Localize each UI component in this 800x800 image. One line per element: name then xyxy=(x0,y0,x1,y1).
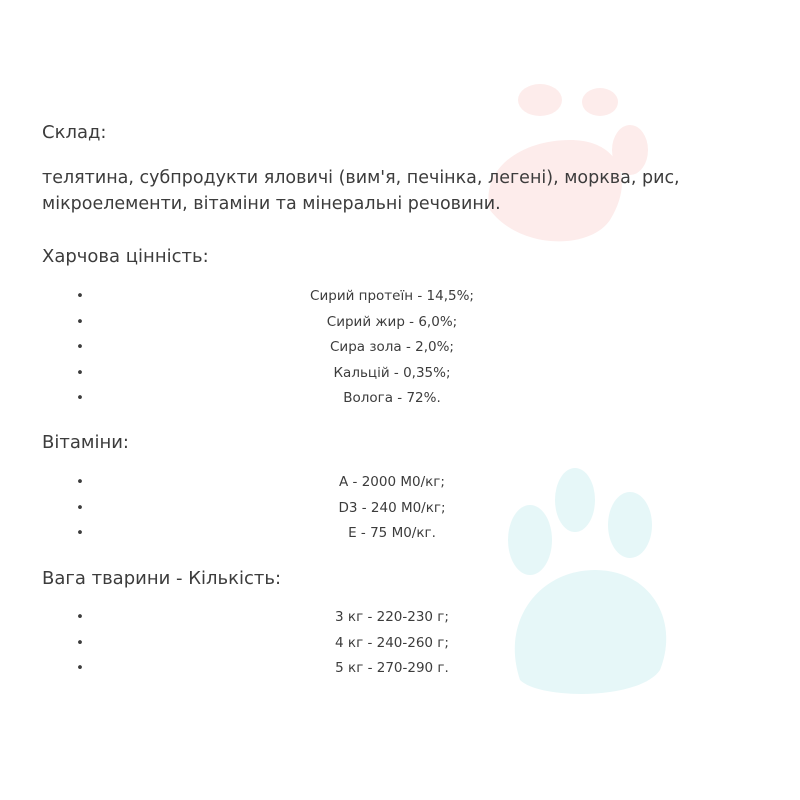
list-item: • A - 2000 М0/кг; xyxy=(42,470,742,496)
composition-heading: Склад: xyxy=(42,122,107,143)
list-item: • Волога - 72%. xyxy=(42,386,742,412)
list-item: • 3 кг - 220-230 г; xyxy=(42,605,742,631)
vitamins-heading: Вітаміни: xyxy=(42,432,129,453)
list-item: • Сира зола - 2,0%; xyxy=(42,335,742,361)
list-item: • Сирий жир - 6,0%; xyxy=(42,310,742,336)
dosage-list xyxy=(42,605,742,682)
composition-text: телятина, субпродукти яловичі (вим'я, печінка, легені), морква, рис, мікроелементи, вітаміни та мінеральні речовини. xyxy=(42,168,680,214)
list-item: • 5 кг - 270-290 г. xyxy=(42,656,742,682)
dosage-heading: Вага тварини - Кількість: xyxy=(42,568,282,589)
list-item: • Кальцій - 0,35%; xyxy=(42,361,742,387)
nutrition-list xyxy=(42,284,742,412)
list-item: • D3 - 240 М0/кг; xyxy=(42,496,742,522)
list-item: • Сирий протеїн - 14,5%; xyxy=(42,284,742,310)
list-item: • E - 75 М0/кг. xyxy=(42,521,742,547)
nutrition-heading: Харчова цінність: xyxy=(42,246,209,267)
vitamins-list xyxy=(42,470,742,547)
list-item: • 4 кг - 240-260 г; xyxy=(42,631,742,657)
